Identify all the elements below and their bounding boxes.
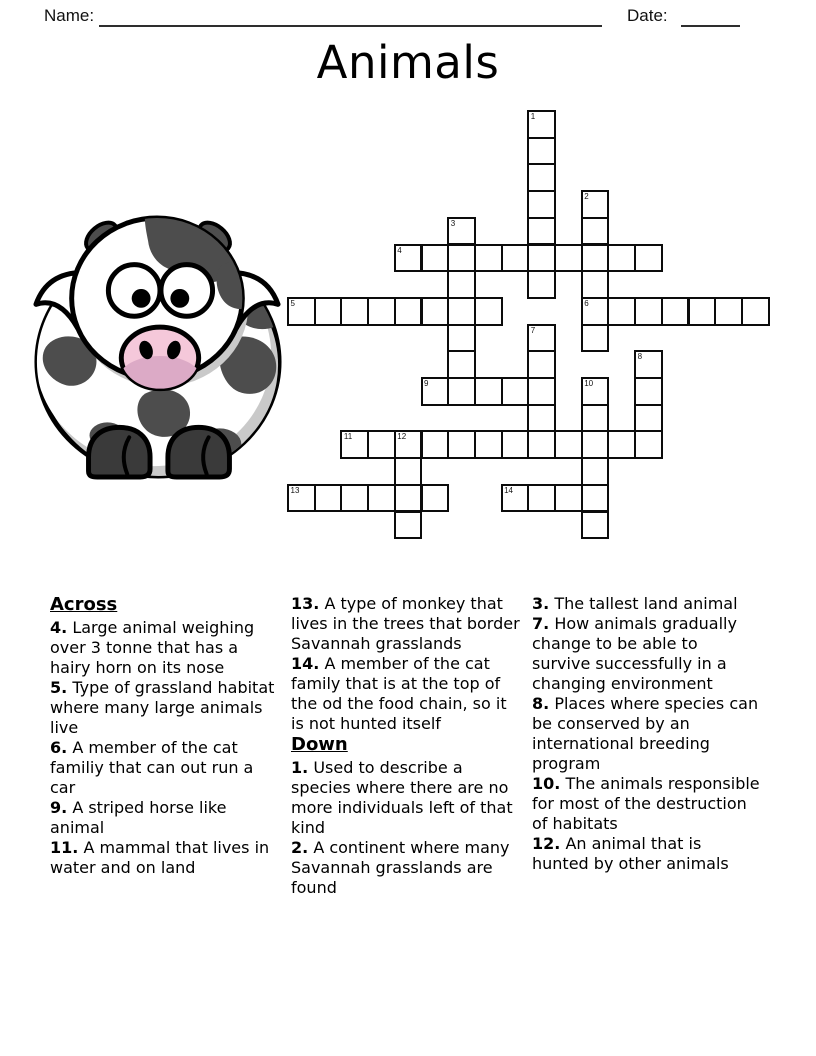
grid-cell-r10c13[interactable] <box>634 377 663 406</box>
clue-text: A type of monkey that lives in the trees that border Savannah grasslands <box>291 594 520 653</box>
grid-cell-r7c13[interactable] <box>634 297 663 326</box>
down-clue-1 <box>291 838 523 898</box>
grid-cell-r14c0[interactable] <box>287 484 316 513</box>
grid-cell-r1c9[interactable] <box>527 137 556 166</box>
clues-column-3 <box>532 594 760 874</box>
grid-cell-r14c3[interactable] <box>367 484 396 513</box>
grid-cell-r5c11[interactable] <box>581 244 610 273</box>
grid-cell-r12c8[interactable] <box>501 430 530 459</box>
clue-number: 2. <box>291 838 309 857</box>
grid-cell-r6c11[interactable] <box>581 270 610 299</box>
across-clue-1 <box>50 678 278 738</box>
grid-cell-r12c9[interactable] <box>527 430 556 459</box>
cell-number: 1 <box>530 112 536 121</box>
grid-cell-r12c10[interactable] <box>554 430 583 459</box>
down-clue-4 <box>532 694 760 774</box>
grid-cell-r7c7[interactable] <box>474 297 503 326</box>
grid-cell-r7c1[interactable] <box>314 297 343 326</box>
grid-cell-r7c16[interactable] <box>714 297 743 326</box>
cow-illustration <box>28 213 286 483</box>
clue-text: Type of grassland habitat where many large animals live <box>50 678 275 737</box>
grid-cell-r14c9[interactable] <box>527 484 556 513</box>
grid-cell-r12c5[interactable] <box>421 430 450 459</box>
cell-number: 13 <box>290 485 300 495</box>
grid-cell-r12c12[interactable] <box>607 430 636 459</box>
clue-number: 1. <box>291 758 309 777</box>
cell-number: 7 <box>530 325 536 335</box>
clue-text: Large animal weighing over 3 tonne that has a hairy horn on its nose <box>50 618 255 677</box>
grid-cell-r12c2[interactable] <box>340 430 369 459</box>
grid-cell-r12c3[interactable] <box>367 430 396 459</box>
grid-cell-r6c6[interactable] <box>447 270 476 299</box>
date-write-line[interactable] <box>681 25 740 27</box>
cell-number: 11 <box>343 432 353 442</box>
grid-cell-r12c7[interactable] <box>474 430 503 459</box>
clues-column-2 <box>291 594 523 898</box>
cell-number: 12 <box>397 432 407 442</box>
grid-cell-r10c9[interactable] <box>527 377 556 406</box>
grid-cell-r10c8[interactable] <box>501 377 530 406</box>
clue-number: 4. <box>50 618 68 637</box>
date-label: Date: <box>627 6 668 25</box>
grid-cell-r7c17[interactable] <box>741 297 770 326</box>
down-clue-6 <box>532 834 760 874</box>
grid-cell-r11c9[interactable] <box>527 404 556 433</box>
cow-left-hoof <box>89 427 151 477</box>
grid-cell-r5c12[interactable] <box>607 244 636 273</box>
name-write-line[interactable] <box>99 25 602 27</box>
grid-cell-r7c2[interactable] <box>340 297 369 326</box>
grid-cell-r5c9[interactable] <box>527 244 556 273</box>
clue-text: The tallest land animal <box>554 594 738 613</box>
grid-cell-r11c11[interactable] <box>581 404 610 433</box>
grid-cell-r12c6[interactable] <box>447 430 476 459</box>
clue-text: Used to describe a species where there are no more individuals left of that kind <box>291 758 513 837</box>
down-heading: Down <box>291 734 348 755</box>
clue-number: 7. <box>532 614 550 633</box>
cell-number: 3 <box>450 218 456 228</box>
across-clue-3 <box>50 798 278 838</box>
clue-number: 3. <box>532 594 550 613</box>
grid-cell-r4c11[interactable] <box>581 217 610 246</box>
clue-number: 5. <box>50 678 68 697</box>
grid-cell-r14c10[interactable] <box>554 484 583 513</box>
grid-cell-r0c9[interactable] <box>527 110 556 139</box>
grid-cell-r9c13[interactable] <box>634 350 663 379</box>
grid-cell-r9c9[interactable] <box>527 350 556 379</box>
grid-cell-r7c12[interactable] <box>607 297 636 326</box>
clue-text: Places where species can be conserved by an international breeding program <box>532 694 759 773</box>
across-clue-5 <box>291 594 523 654</box>
clue-text: An animal that is hunted by other animals <box>532 834 729 873</box>
cow-right-hoof <box>168 427 230 477</box>
grid-cell-r14c5[interactable] <box>421 484 450 513</box>
cell-number: 9 <box>424 379 429 388</box>
clue-text: A member of the cat familiy that can out run a car <box>50 738 254 797</box>
grid-cell-r9c6[interactable] <box>447 350 476 379</box>
grid-cell-r5c13[interactable] <box>634 244 663 273</box>
grid-cell-r3c11[interactable] <box>581 190 610 219</box>
clue-text: A striped horse like animal <box>50 798 227 837</box>
grid-cell-r12c13[interactable] <box>634 430 663 459</box>
grid-cell-r15c11[interactable] <box>581 511 610 540</box>
cell-number: 8 <box>637 352 643 362</box>
grid-cell-r6c9[interactable] <box>527 270 556 299</box>
down-clue-3 <box>532 614 760 694</box>
clues-column-1 <box>50 594 278 878</box>
grid-cell-r8c11[interactable] <box>581 324 610 353</box>
grid-cell-r7c11[interactable] <box>581 297 610 326</box>
grid-cell-r7c0[interactable] <box>287 297 316 326</box>
grid-cell-r7c6[interactable] <box>447 297 476 326</box>
clue-number: 10. <box>532 774 561 793</box>
page-title: Animals <box>316 36 500 89</box>
cell-number: 5 <box>290 298 295 308</box>
grid-cell-r14c1[interactable] <box>314 484 343 513</box>
clue-number: 6. <box>50 738 68 757</box>
grid-cell-r5c4[interactable] <box>394 244 423 273</box>
grid-cell-r14c11[interactable] <box>581 484 610 513</box>
grid-cell-r7c4[interactable] <box>394 297 423 326</box>
grid-cell-r5c7[interactable] <box>474 244 503 273</box>
across-clue-0 <box>50 618 278 678</box>
grid-cell-r12c11[interactable] <box>581 430 610 459</box>
across-clue-2 <box>50 738 278 798</box>
grid-cell-r11c13[interactable] <box>634 404 663 433</box>
across-clue-6 <box>291 654 523 734</box>
clue-number: 13. <box>291 594 320 613</box>
clue-number: 11. <box>50 838 79 857</box>
clue-text: How animals gradually change to be able to survive successfully in a changing environment <box>532 614 737 693</box>
grid-cell-r5c6[interactable] <box>447 244 476 273</box>
grid-cell-r10c6[interactable] <box>447 377 476 406</box>
grid-cell-r13c4[interactable] <box>394 457 423 486</box>
grid-cell-r14c8[interactable] <box>501 484 530 513</box>
grid-cell-r7c15[interactable] <box>688 297 717 326</box>
grid-cell-r10c5[interactable] <box>421 377 450 406</box>
cell-number: 2 <box>584 192 589 202</box>
across-heading: Across <box>50 594 118 615</box>
grid-cell-r7c5[interactable] <box>421 297 450 326</box>
grid-cell-r2c9[interactable] <box>527 163 556 192</box>
cell-number: 4 <box>397 245 402 255</box>
grid-cell-r7c14[interactable] <box>661 297 690 326</box>
grid-cell-r15c4[interactable] <box>394 511 423 540</box>
grid-cell-r5c5[interactable] <box>421 244 450 273</box>
down-clue-5 <box>532 774 760 834</box>
clue-number: 14. <box>291 654 320 673</box>
grid-cell-r4c9[interactable] <box>527 217 556 246</box>
grid-cell-r13c11[interactable] <box>581 457 610 486</box>
grid-cell-r12c4[interactable] <box>394 430 423 459</box>
clue-text: A mammal that lives in water and on land <box>50 838 270 877</box>
grid-cell-r3c9[interactable] <box>527 190 556 219</box>
grid-cell-r5c10[interactable] <box>554 244 583 273</box>
down-clue-2 <box>532 594 760 614</box>
grid-cell-r7c3[interactable] <box>367 297 396 326</box>
grid-cell-r8c9[interactable] <box>527 324 556 353</box>
name-label: Name: <box>44 6 95 25</box>
grid-cell-r8c6[interactable] <box>447 324 476 353</box>
clue-number: 12. <box>532 834 561 853</box>
down-clue-0 <box>291 758 523 838</box>
across-clue-4 <box>50 838 278 878</box>
grid-cell-r10c7[interactable] <box>474 377 503 406</box>
clue-number: 8. <box>532 694 550 713</box>
cell-number: 6 <box>584 298 589 308</box>
clue-text: The animals responsible for most of the destruction of habitats <box>532 774 760 833</box>
clue-text: A member of the cat family that is at the top of the od the food chain, so it is not hunted itself <box>291 654 507 733</box>
grid-cell-r5c8[interactable] <box>501 244 530 273</box>
grid-cell-r14c4[interactable] <box>394 484 423 513</box>
grid-cell-r14c2[interactable] <box>340 484 369 513</box>
clue-text: A continent where many Savannah grasslands are found <box>291 838 510 897</box>
grid-cell-r4c6[interactable] <box>447 217 476 246</box>
cell-number: 10 <box>584 379 594 388</box>
cell-number: 14 <box>504 485 513 495</box>
clue-number: 9. <box>50 798 68 817</box>
grid-cell-r10c11[interactable] <box>581 377 610 406</box>
